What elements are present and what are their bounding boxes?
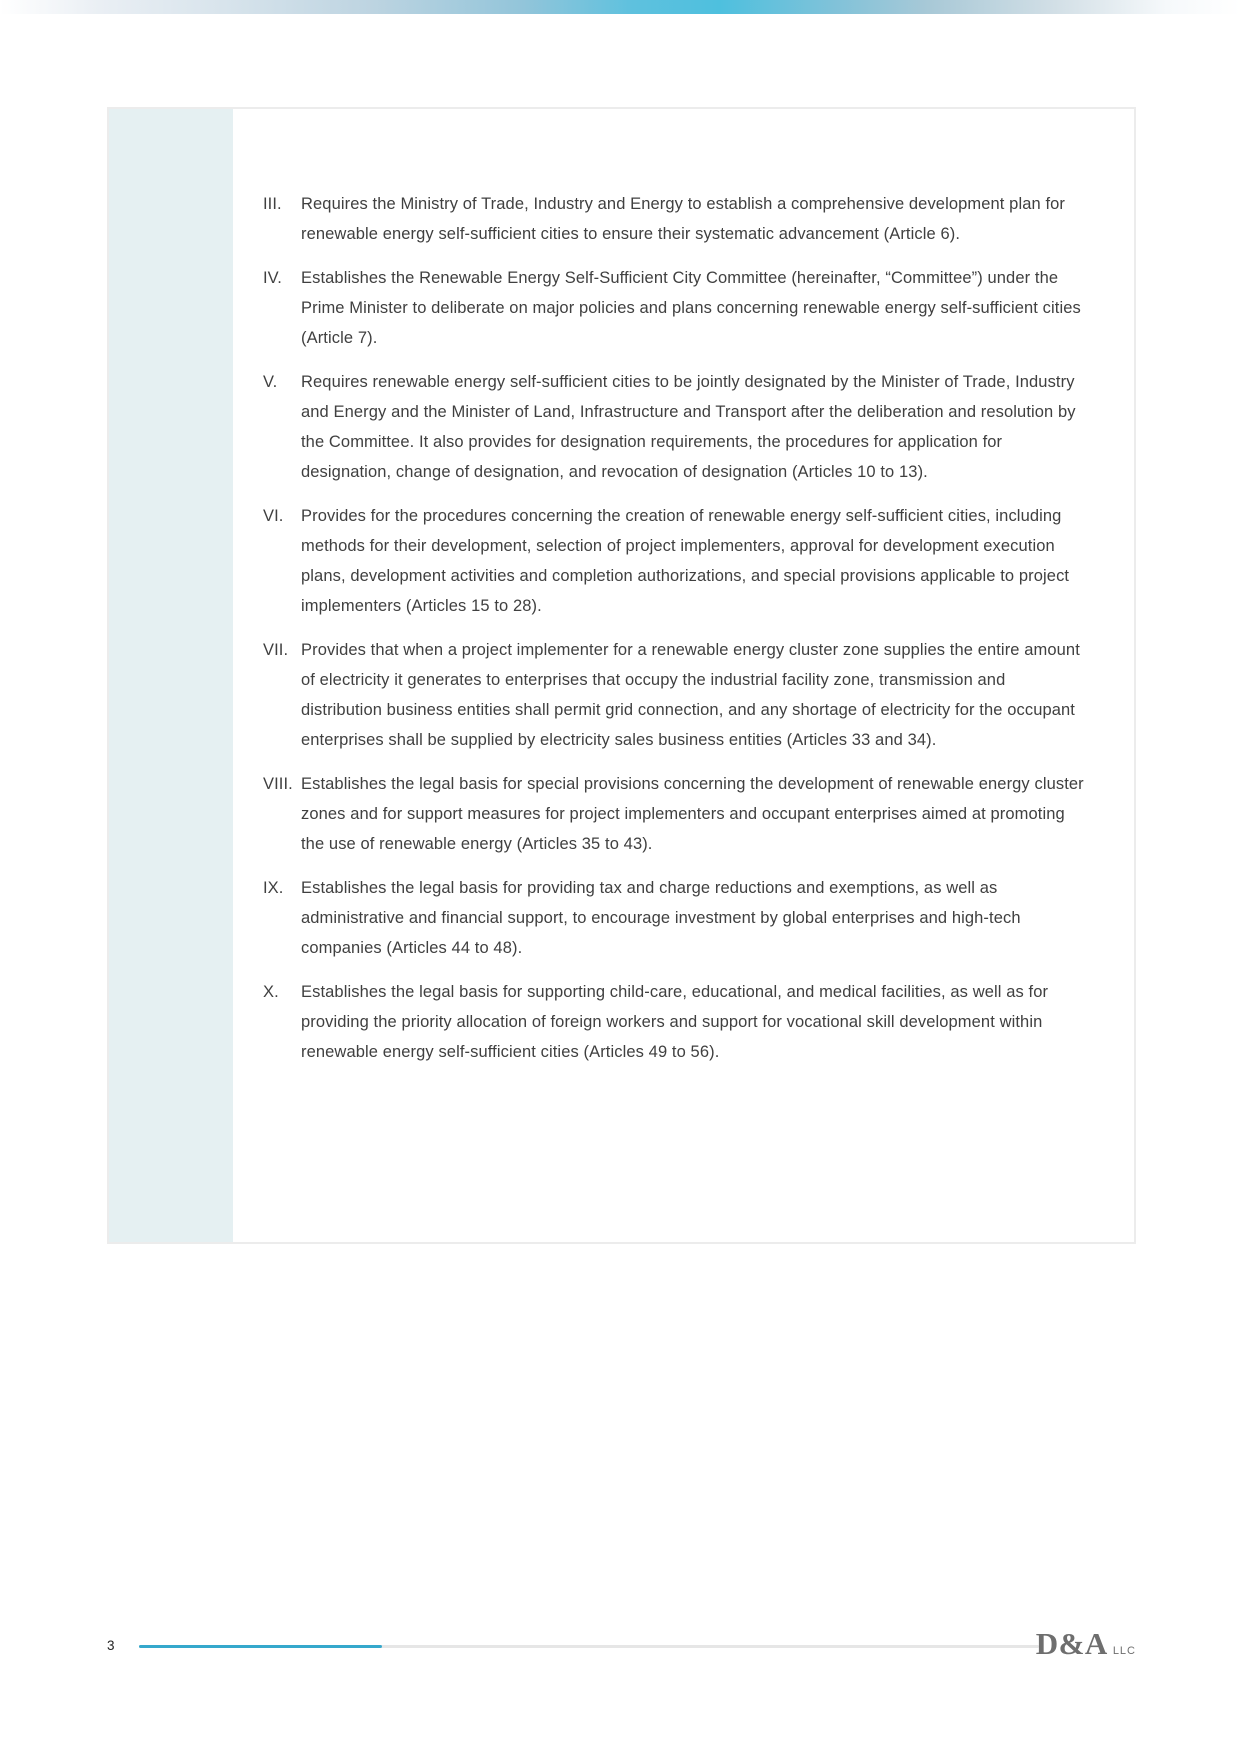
list-item <box>263 367 1085 487</box>
company-logo-text: D&A <box>1035 1626 1108 1661</box>
list-item <box>263 635 1085 755</box>
list-item-text: Requires renewable energy self-sufficient cities to be jointly designated by the Minister of Trade, Industry and Energy and the Minister of Land, Infrastructure and Transport after the deliberation and resolution by the Committee. It also provides for designation requirements, the procedures for application for designation, change of designation, and revocation of designation (Articles 10 to 13). <box>301 373 1076 481</box>
list-item-text: Requires the Ministry of Trade, Industry and Energy to establish a comprehensive development plan for renewable energy self-sufficient cities to ensure their systematic advancement (Article 6). <box>301 195 1065 243</box>
list-item-text: Provides that when a project implementer for a renewable energy cluster zone supplies the entire amount of electricity it generates to enterprises that occupy the industrial facility zone, transmission and distribution business entities shall permit grid connection, and any shortage of electricity for the occupant enterprises shall be supplied by electricity sales business entities (Articles 33 and 34). <box>301 641 1080 749</box>
list-item <box>263 977 1085 1067</box>
list-item-text: Establishes the Renewable Energy Self-Sufficient City Committee (hereinafter, “Committee”) under the Prime Minister to deliberate on major policies and plans concerning renewable energy self-sufficient cities (Article 7). <box>301 269 1081 347</box>
list-item-text: Establishes the legal basis for providing tax and charge reductions and exemptions, as well as administrative and financial support, to encourage investment by global enterprises and high-tech companies (Articles 44 to 48). <box>301 879 1021 957</box>
list-item-text: Establishes the legal basis for special provisions concerning the development of renewable energy cluster zones and for support measures for project implementers and occupant enterprises aimed at promoting the use of renewable energy (Articles 35 to 43). <box>301 775 1084 853</box>
list-item-marker: IV. <box>263 269 282 287</box>
list-item-marker: IX. <box>263 879 284 897</box>
company-logo-suffix: LLC <box>1112 1645 1136 1657</box>
summary-content-box <box>107 107 1136 1244</box>
list-item <box>263 873 1085 963</box>
page-number: 3 <box>107 1638 115 1653</box>
company-logo <box>1036 1626 1136 1662</box>
list-item-text: Provides for the procedures concerning the creation of renewable energy self-sufficient cities, including methods for their development, selection of project implementers, approval for development execution plans, development activities and completion authorizations, and special provisions applicable to project implementers (Articles 15 to 28). <box>301 507 1070 615</box>
list-item <box>263 263 1085 353</box>
footer-divider-line <box>139 1645 1039 1648</box>
list-item-marker: III. <box>263 195 282 213</box>
list-item-marker: X. <box>263 983 279 1001</box>
list-item-marker: VII. <box>263 641 289 659</box>
sidebar-accent-column <box>109 109 233 1242</box>
summary-list <box>263 189 1085 1081</box>
list-item-marker: V. <box>263 373 278 391</box>
list-item-marker: VI. <box>263 507 284 525</box>
footer-divider-accent <box>139 1645 382 1648</box>
list-item <box>263 501 1085 621</box>
page-footer <box>107 1626 1136 1674</box>
list-item-text: Establishes the legal basis for supporting child-care, educational, and medical facilities, as well as for providing the priority allocation of foreign workers and support for vocational skill development within renewable energy self-sufficient cities (Articles 49 to 56). <box>301 983 1049 1061</box>
top-gradient-bar <box>0 0 1241 14</box>
list-item-marker: VIII. <box>263 775 293 793</box>
list-item <box>263 769 1085 859</box>
list-item <box>263 189 1085 249</box>
